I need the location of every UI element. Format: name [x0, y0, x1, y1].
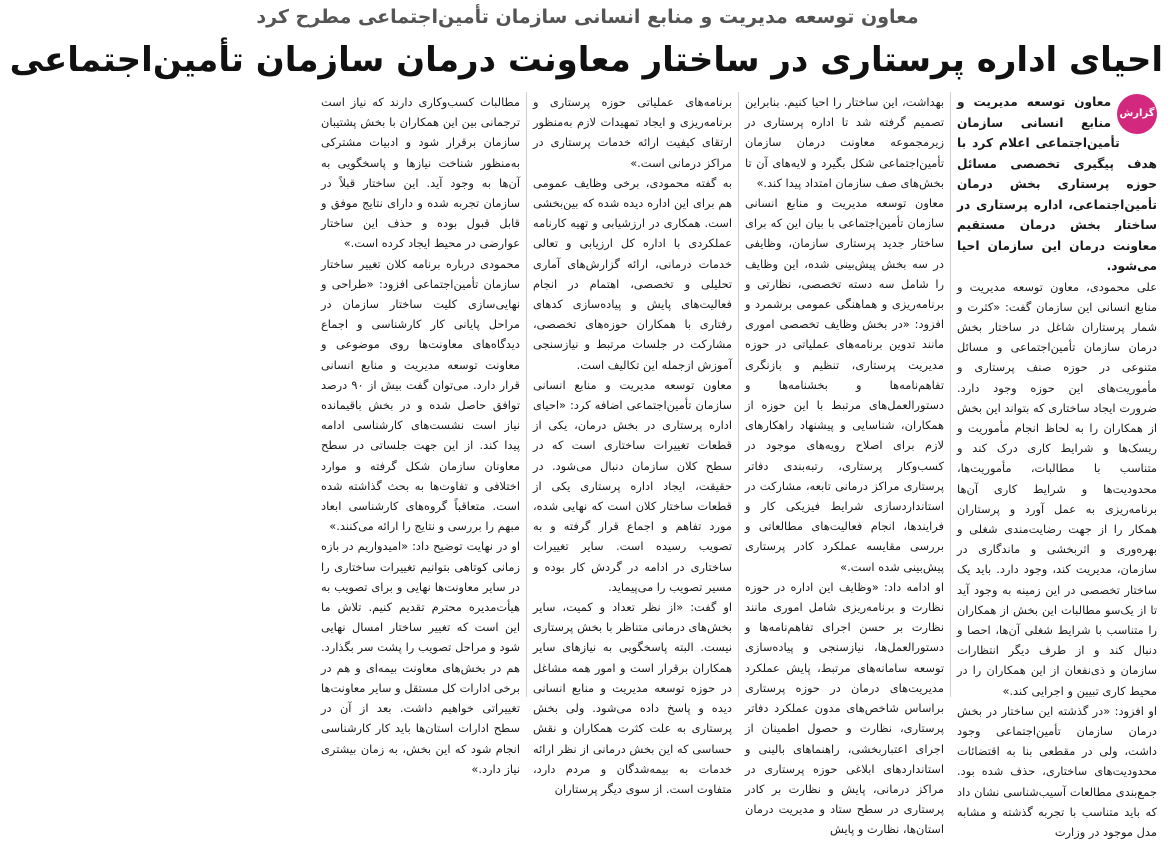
section-badge: گزارش: [1117, 94, 1157, 134]
column-2: [739, 92, 951, 837]
body-paragraph: محمودی درباره برنامه کلان تغییر ساختار سازمان تأمین‌اجتماعی افزود: «طراحی و نهایی‌سازی کلیت ساختار سازمان در مراحل پایانی کار کارشناسی و اجماع دیدگاه‌های معاونت‌ها روی موضوعی و معاونت توسعه مدیریت و منابع انسانی قرار دارد. می‌توان گفت بیش از ۹۰ درصد توافق حاصل شده و در بخش باقیمانده نیاز است نشست‌های کارشناسی ادامه پیدا کند. از این جهت جلساتی در سطح معاونان سازمان شکل گرفته و موارد اختلافی و تفاوت‌ها به بحث گذاشته شده است. متعاقباً گروه‌های کارشناسی ابعاد مبهم را بررسی و نتایج را ارائه می‌کنند.»: [321, 256, 520, 534]
body-paragraph: او گفت: «از نظر تعداد و کمیت، سایر بخش‌های درمانی متناظر با بخش پرستاری نیست. البته پاسخگویی به نیازهای سایر همکاران برقرار است و امور همه مشاغل در حوزه توسعه مدیریت و منابع انسانی دیده و پاسخ داده می‌شود. ولی بخش پرستاری به علت کثرت همکاران و نقش حساسی که این بخش درمانی از نظر ارائه خدمات به بیمه‌شدگان و مردم دارد، متفاوت است. از سوی دیگر پرستاران: [533, 600, 732, 796]
lead-block: [957, 92, 1157, 277]
article-lead: معاون توسعه مدیریت و منابع انسانی سازمان تأمین‌اجتماعی اعلام کرد با هدف پیگیری تخصصی مسائل حوزه پرستاری بخش درمان تأمین‌اجتماعی، اداره پرستاری در ساختار بخش درمان مستقیم معاونت درمان این سازمان احیا می‌شود.: [957, 95, 1157, 273]
column-3: [527, 92, 739, 796]
body-paragraph: معاون توسعه مدیریت و منابع انسانی سازمان تأمین‌اجتماعی با بیان این که برای ساختار جدید پرستاری سازمان، وظایفی در سه بخش پیش‌بینی شده، این وظایف را شامل سه دسته تخصصی، نظارتی و برنامه‌ریزی و هماهنگی عمومی برشمرد و افزود: «در بخش وظایف تخصصی اموری مانند تدوین برنامه‌های عملیاتی در حوزه مدیریت پرستاری، تنظیم و بازنگری تفاهم‌نامه‌ها و بخشنامه‌ها و دستورالعمل‌های مرتبط با این حوزه از همکاران، شناسایی و پیشنهاد راهکارهای لازم برای اصلاح رویه‌های موجود در کسب‌وکار پرستاری، رتبه‌بندی دفاتر پرستاری مراکز درمانی تابعه، مشارکت در استانداردسازی شرایط فیزیکی کار و فرایندها، انجام فعالیت‌های مطالعاتی و بررسی مقایسه عملکرد کادر پرستاری پیش‌بینی شده است.»: [745, 196, 944, 574]
article-headline: احیای اداره پرستاری در ساختار معاونت درمان سازمان تأمین‌اجتماعی: [9, 40, 1163, 80]
body-paragraph: او ادامه داد: «وظایف این اداره در حوزه نظارت و برنامه‌ریزی شامل اموری مانند نظارت بر حسن اجرای تفاهم‌نامه‌ها و دستورالعمل‌ها، نیازسنجی و پیاده‌سازی توسعه سامانه‌های مرتبط، پایش عملکرد مدیریت‌های درمان در حوزه پرستاری براساس شاخص‌های مدون عملکرد دفاتر پرستاری، نظارت و حصول اطمینان از اجرای اعتباربخشی، راهنماهای بالینی و استانداردهای ابلاغی حوزه پرستاری در مراکز درمانی، پایش و نظارت بر کادر پرستاری در سطح ستاد و مدیریت درمان استان‌ها، نظارت و پایش: [745, 579, 944, 837]
body-paragraph: او در نهایت توضیح داد: «امیدواریم در بازه زمانی کوتاهی بتوانیم تغییرات ساختاری را در سایر معاونت‌ها نهایی و برای تصویب به هیأت‌مدیره محترم تقدیم کنیم. تلاش ما این است که تغییر ساختار امسال نهایی شود و مراحل تصویب را پشت سر بگذارد. هم در بخش‌های معاونت بیمه‌ای و هم در برخی ادارات کل مستقل و سایر معاونت‌ها تغییراتی خواهیم داشت. بعد از آن در سطح ادارات استان‌ها باید کار کارشناسی انجام شود که این بخش، به زمان بیشتری نیاز دارد.»: [320, 539, 520, 776]
column-4: [315, 92, 527, 776]
body-paragraph: معاون توسعه مدیریت و منابع انسانی سازمان تأمین‌اجتماعی اضافه کرد: «احیای اداره پرستاری در بخش درمان، یکی از قطعات تغییرات ساختاری است که در سطح کلان سازمان دنبال می‌شود. در حقیقت، ایجاد اداره پرستاری یکی از قطعات ساختار کلان است که نهایی شده، مورد تفاهم و اجماع قرار گرفته و به تصویب رسیده است. سایر تغییرات ساختاری در ادامه در گردش کار بوده و مسیر تصویب را می‌پیماید.: [533, 377, 732, 594]
article-columns: [12, 92, 1163, 839]
body-paragraph: برنامه‌های عملیاتی حوزه پرستاری و برنامه‌ریزی و ایجاد تمهیدات لازم به‌منظور ارتقای کیفیت ارائه خدمات پرستاری در مراکز درمانی است.»: [533, 95, 732, 170]
body-paragraph: به گفته محمودی، برخی وظایف عمومی هم برای این اداره دیده شده که بین‌بخشی است. همکاری در ارزشیابی و تهیه کارنامه عملکردی با اداره کل ارزیابی و تعالی خدمات درمانی، ارائه گزارش‌های آماری تحلیلی و تخصصی، اهتمام در انجام فعالیت‌های پایش و پیاده‌سازی کدهای رفتاری با همکاران حوزه‌های تخصصی، مشارکت در جلسات مرتبط و نیازسنجی آموزش ازجمله این تکالیف است.: [533, 175, 732, 372]
body-paragraph: او افزود: «در گذشته این ساختار در بخش درمان سازمان تأمین‌اجتماعی وجود داشت، ولی در مقطعی بنا به اقتضائات محدودیت‌های ساختاری، حذف شده بود. جمع‌بندی مطالعات آسیب‌شناسی نشان داد که باید متناسب با تجربه گذشته و مشابه مدل موجود در وزارت: [957, 703, 1157, 839]
column-1: [951, 92, 1163, 839]
body-paragraph: بهداشت، این ساختار را احیا کنیم. بنابراین تصمیم گرفته شد تا اداره پرستاری در زیرمجموعه معاونت درمان سازمان تأمین‌اجتماعی شکل بگیرد و لایه‌های آن تا بخش‌های صف سازمان امتداد پیدا کند.»: [745, 95, 944, 190]
article-kicker: معاون توسعه مدیریت و منابع انسانی سازمان تأمین‌اجتماعی مطرح کرد: [256, 6, 919, 28]
body-paragraph: علی محمودی، معاون توسعه مدیریت و منابع انسانی این سازمان گفت: «کثرت و شمار پرستاران شاغل در ساختار بخش درمان سازمان تأمین‌اجتماعی و مسائل متنوعی در حوزه صنف پرستاری و مأموریت‌های این حوزه وجود دارد. ضرورت ایجاد ساختاری که بتواند این بخش از همکاران را به لحاظ انجام مأموریت و ریسک‌ها و شرایط کاری درک کند و متناسب با مطالبات، مأموریت‌ها، محدودیت‌ها و شرایط کاری آن‌ها برنامه‌ریزی به عمل آورد و پرستاران همکار را از جهت رضایت‌مندی شغلی و بهره‌وری و اثربخشی و ماندگاری در سازمان، مدیریت کند، وجود دارد. باید یک ساختار تخصصی در این زمینه به وجود آید تا از یک‌سو مطالبات این بخش از همکاران را متناسب با شرایط شغلی آن‌ها، احصا و دنبال کند و از طرف دیگر انتظارات سازمان و ذی‌نفعان از این همکاران را در محیط کاری تبیین و اجرایی کند.»: [957, 279, 1157, 698]
body-paragraph: مطالبات کسب‌وکاری دارند که نیاز است ترجمانی بین این همکاران با بخش پشتیبان سازمان برقرار شود و ادبیات مشترکی به‌منظور شناخت نیازها و پاسخگویی به آن‌ها به وجود آید. این ساختار قبلاً در سازمان تجربه شده و دارای نتایج موفق و قابل قبول بوده و حذف این ساختار عوارضی در محیط ایجاد کرده است.»: [321, 95, 520, 251]
